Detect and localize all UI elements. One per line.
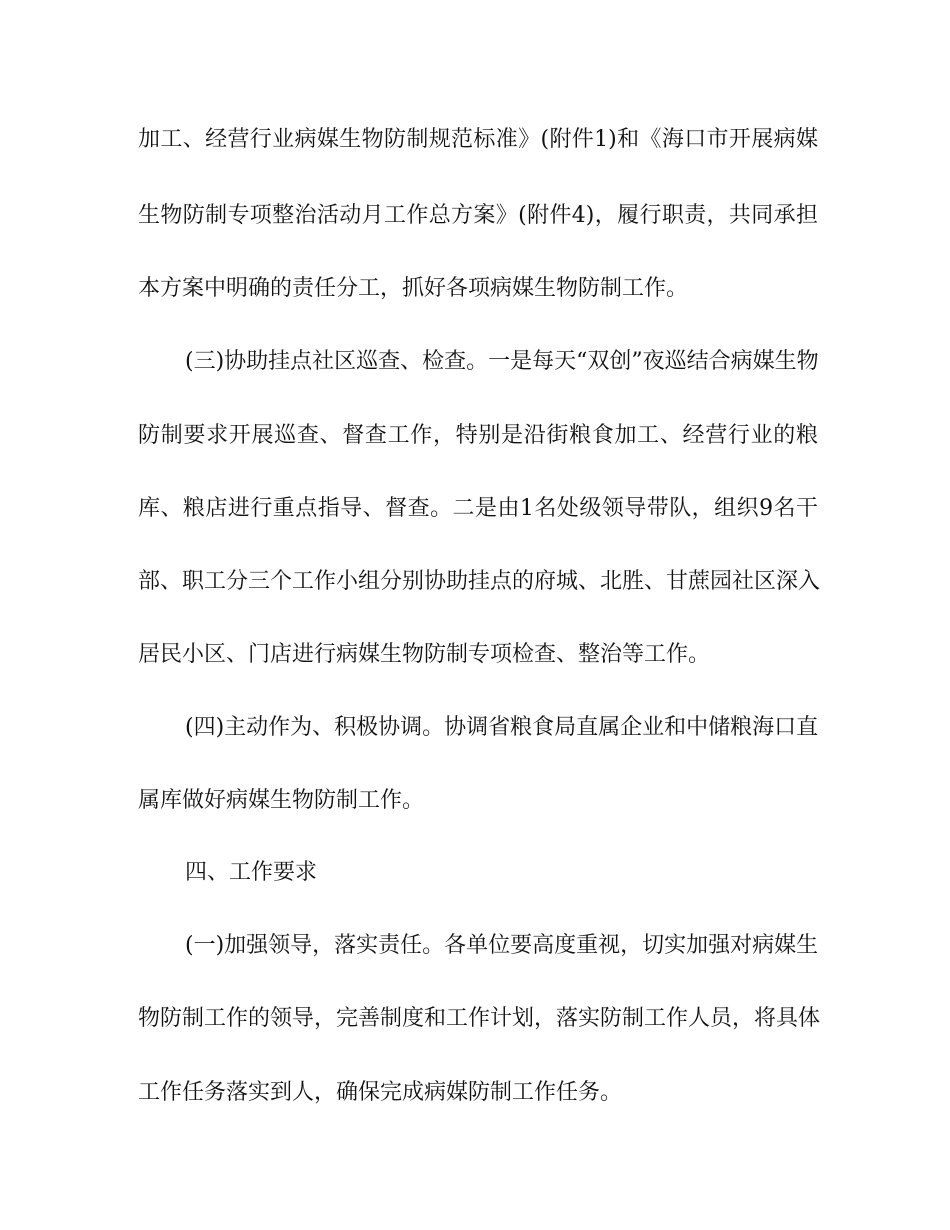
body-text-line: 属库做好病媒生物防制工作。 xyxy=(138,788,425,813)
section-one-heading-line: (一)加强领导，落实责任。各单位要高度重视，切实加强对病媒生 xyxy=(185,933,819,958)
section-three-heading-line: (三)协助挂点社区巡查、检查。一是每天“双创”夜巡结合病媒生物 xyxy=(185,349,819,374)
body-text-line: 生物防制专项整治活动月工作总方案》(附件4)，履行职责，共同承担 xyxy=(138,203,818,228)
section-four-heading-line: (四)主动作为、积极协调。协调省粮食局直属企业和中储粮海口直 xyxy=(185,715,819,740)
body-text-line: 防制要求开展巡查、督查工作，特别是沿街粮食加工、经营行业的粮 xyxy=(138,423,818,448)
body-text-line: 工作任务落实到人，确保完成病媒防制工作任务。 xyxy=(138,1080,623,1105)
chapter-heading-work-requirements: 四、工作要求 xyxy=(185,860,318,885)
body-text-line: 本方案中明确的责任分工，抓好各项病媒生物防制工作。 xyxy=(138,276,689,301)
body-text-line: 部、职工分三个工作小组分别协助挂点的府城、北胜、甘蔗园社区深入 xyxy=(138,569,821,594)
body-text-line: 物防制工作的领导，完善制度和工作计划，落实防制工作人员，将具体 xyxy=(138,1006,821,1031)
body-text-line: 居民小区、门店进行病媒生物防制专项检查、整治等工作。 xyxy=(138,642,711,667)
body-text-line: 加工、经营行业病媒生物防制规范标准》(附件1)和《海口市开展病媒 xyxy=(138,127,818,152)
body-text-line: 库、粮店进行重点指导、督查。二是由1名处级领导带队，组织9名干 xyxy=(138,496,818,521)
